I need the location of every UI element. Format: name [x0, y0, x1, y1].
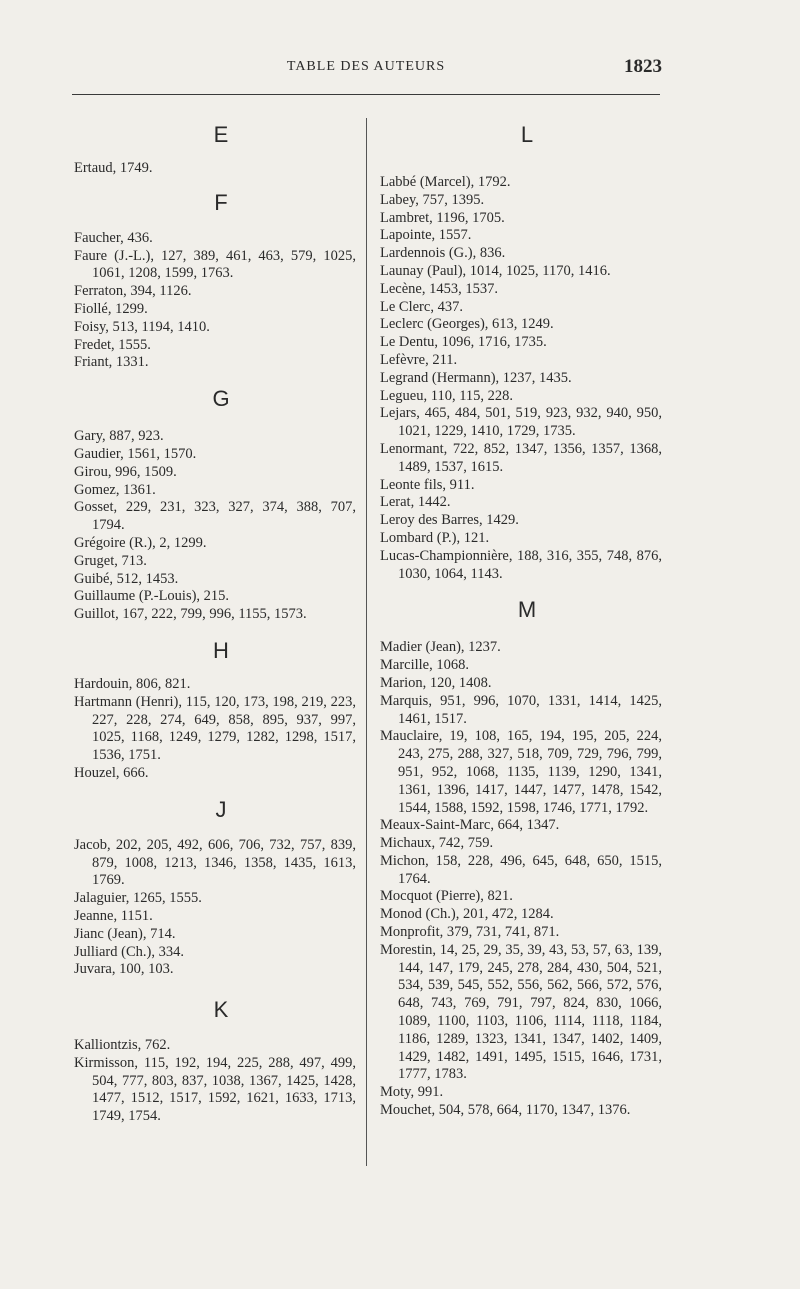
index-entry: Lapointe, 1557. — [380, 227, 472, 244]
index-entry: Guibé, 512, 1453. — [74, 570, 179, 587]
section-h — [74, 638, 356, 783]
section-g — [74, 386, 356, 624]
index-entry: Guillot, 167, 222, 799, 996, 1155, 1573. — [74, 606, 307, 623]
index-entry: Fredet, 1555. — [74, 336, 151, 353]
index-entry: Lombard (P.), 121. — [380, 529, 490, 546]
index-entry: Mouchet, 504, 578, 664, 1170, 1347, 1376. — [380, 1102, 631, 1119]
index-entry: Juvara, 100, 103. — [74, 961, 174, 978]
index-entry: Mauclaire, 19, 108, 165, 194, 195, 205, 224, 243, 275, 288, 327, 518, 709, 729, 796, 799, 951, 952, 1068, 1135, 1139, 1290, 1341, 1361, 1396, 1417, 1447, 1477, 1478, 1542, 1544, 1588, 1592, 1598, 1746, 1771, 1792. — [380, 728, 662, 816]
index-entry: Meaux-Saint-Marc, 664, 1347. — [380, 817, 560, 834]
index-entry: Michon, 158, 228, 496, 645, 648, 650, 1515, 1764. — [380, 852, 662, 887]
index-entry: Le Dentu, 1096, 1716, 1735. — [380, 334, 547, 351]
index-entry: Gruget, 713. — [74, 552, 147, 569]
index-entry: Madier (Jean), 1237. — [380, 639, 501, 656]
index-entry: Faucher, 436. — [74, 229, 153, 246]
index-entry: Lenormant, 722, 852, 1347, 1356, 1357, 1368, 1489, 1537, 1615. — [380, 440, 662, 475]
entry-list — [380, 174, 662, 583]
index-entry: Le Clerc, 437. — [380, 298, 463, 315]
index-entry: Lecène, 1453, 1537. — [380, 280, 498, 297]
index-entry: Legrand (Hermann), 1237, 1435. — [380, 369, 572, 386]
section-l — [380, 122, 662, 583]
index-entry: Friant, 1331. — [74, 354, 149, 371]
index-entry: Gary, 887, 923. — [74, 428, 164, 445]
section-letter: H — [213, 637, 229, 663]
section-letter: K — [213, 997, 229, 1023]
index-entry: Lejars, 465, 484, 501, 519, 923, 932, 940, 950, 1021, 1229, 1410, 1729, 1735. — [380, 405, 662, 440]
index-entry: Mocquot (Pierre), 821. — [380, 888, 513, 905]
section-letter: E — [213, 122, 229, 147]
entry-list — [74, 160, 356, 178]
index-entry: Lucas-Championnière, 188, 316, 355, 748, 876, 1030, 1064, 1143. — [380, 547, 662, 582]
index-entry: Jianc (Jean), 714. — [74, 925, 176, 942]
index-entry: Michaux, 742, 759. — [380, 835, 494, 852]
section-letter: J — [215, 796, 227, 822]
section-k — [74, 997, 356, 1126]
index-entry: Ertaud, 1749. — [74, 160, 153, 176]
index-entry: Morestin, 14, 25, 29, 35, 39, 43, 53, 57, 63, 139, 144, 147, 179, 245, 278, 284, 430, 504, 521, 534, 539, 545, 552, 556, 562, 566, 572, 576, 648, 743, 769, 791, 797, 824, 830, 1066, 1089, 1100, 1103, 1106, 1114, 1118, 1184, 1186, 1289, 1323, 1341, 1347, 1402, 1409, 1429, 1482, 1491, 1495, 1515, 1646, 1731, 1777, 1783. — [380, 941, 662, 1083]
index-entry: Legueu, 110, 115, 228. — [380, 387, 514, 404]
index-entry: Hardouin, 806, 821. — [74, 675, 191, 692]
index-entry: Foisy, 513, 1194, 1410. — [74, 318, 210, 335]
index-entry: Houzel, 666. — [74, 764, 149, 781]
page-number: 1823 — [624, 56, 662, 77]
running-header — [70, 56, 662, 80]
index-entry: Leonte fils, 911. — [380, 476, 475, 493]
index-entry: Lerat, 1442. — [380, 494, 451, 511]
index-entry: Kalliontzis, 762. — [74, 1037, 171, 1054]
index-entry: Guillaume (P.-Louis), 215. — [74, 588, 230, 605]
index-entry: Girou, 996, 1509. — [74, 463, 177, 480]
entry-list — [380, 639, 662, 1120]
left-column — [74, 118, 356, 1126]
entry-list — [74, 428, 356, 624]
index-entry: Kirmisson, 115, 192, 194, 225, 288, 497, 499, 504, 777, 803, 837, 1038, 1367, 1425, 1428, 1477, 1512, 1517, 1592, 1621, 1633, 1713, 1749, 1754. — [74, 1054, 356, 1125]
index-entry: Moty, 991. — [380, 1084, 444, 1101]
index-entry: Lefèvre, 211. — [380, 351, 458, 368]
index-entry: Faure (J.-L.), 127, 389, 461, 463, 579, 1025, 1061, 1208, 1599, 1763. — [74, 247, 356, 282]
index-entry: Marquis, 951, 996, 1070, 1331, 1414, 1425, 1461, 1517. — [380, 692, 662, 727]
index-entry: Gomez, 1361. — [74, 481, 156, 498]
header-rule — [72, 94, 660, 95]
section-letter: G — [212, 386, 230, 412]
index-entry: Ferraton, 394, 1126. — [74, 283, 192, 300]
index-entry: Launay (Paul), 1014, 1025, 1170, 1416. — [380, 262, 611, 279]
section-j — [74, 797, 356, 979]
index-entry: Fiollé, 1299. — [74, 300, 148, 317]
index-entry: Lardennois (G.), 836. — [380, 245, 506, 262]
section-m — [380, 597, 662, 1120]
index-entry: Gosset, 229, 231, 323, 327, 374, 388, 707, 1794. — [74, 499, 356, 534]
index-entry: Hartmann (Henri), 115, 120, 173, 198, 219, 223, 227, 228, 274, 649, 858, 895, 937, 997, 1025, 1168, 1249, 1279, 1282, 1298, 1517, 1536, 1751. — [74, 693, 356, 764]
column-divider — [366, 118, 367, 1166]
index-entry: Leroy des Barres, 1429. — [380, 512, 519, 529]
entry-list — [74, 676, 356, 783]
index-entry: Gaudier, 1561, 1570. — [74, 445, 197, 462]
section-letter: F — [214, 189, 228, 215]
entry-list — [74, 1037, 356, 1126]
index-entry: Jacob, 202, 205, 492, 606, 706, 732, 757, 839, 879, 1008, 1213, 1346, 1358, 1435, 1613, 1769. — [74, 836, 356, 889]
header-title: TABLE DES AUTEURS — [286, 59, 446, 74]
index-entry: Marion, 120, 1408. — [380, 674, 492, 691]
index-entry: Julliard (Ch.), 334. — [74, 943, 184, 960]
index-entry: Jeanne, 1151. — [74, 907, 153, 924]
index-entry: Monprofit, 379, 731, 741, 871. — [380, 924, 560, 941]
entry-list — [74, 837, 356, 979]
index-entry: Marcille, 1068. — [380, 657, 469, 674]
entry-list — [74, 230, 356, 372]
section-f — [74, 190, 356, 372]
index-entry: Lambret, 1196, 1705. — [380, 209, 505, 226]
index-entry: Labbé (Marcel), 1792. — [380, 174, 511, 190]
index-entry: Leclerc (Georges), 613, 1249. — [380, 316, 554, 333]
index-entry: Monod (Ch.), 201, 472, 1284. — [380, 906, 554, 923]
index-entry: Jalaguier, 1265, 1555. — [74, 890, 202, 907]
section-e — [74, 122, 356, 178]
right-column — [380, 118, 662, 1120]
index-entry: Grégoire (R.), 2, 1299. — [74, 534, 207, 551]
index-entry: Labey, 757, 1395. — [380, 191, 485, 208]
section-letter: L — [520, 122, 534, 147]
section-letter: M — [517, 597, 537, 623]
